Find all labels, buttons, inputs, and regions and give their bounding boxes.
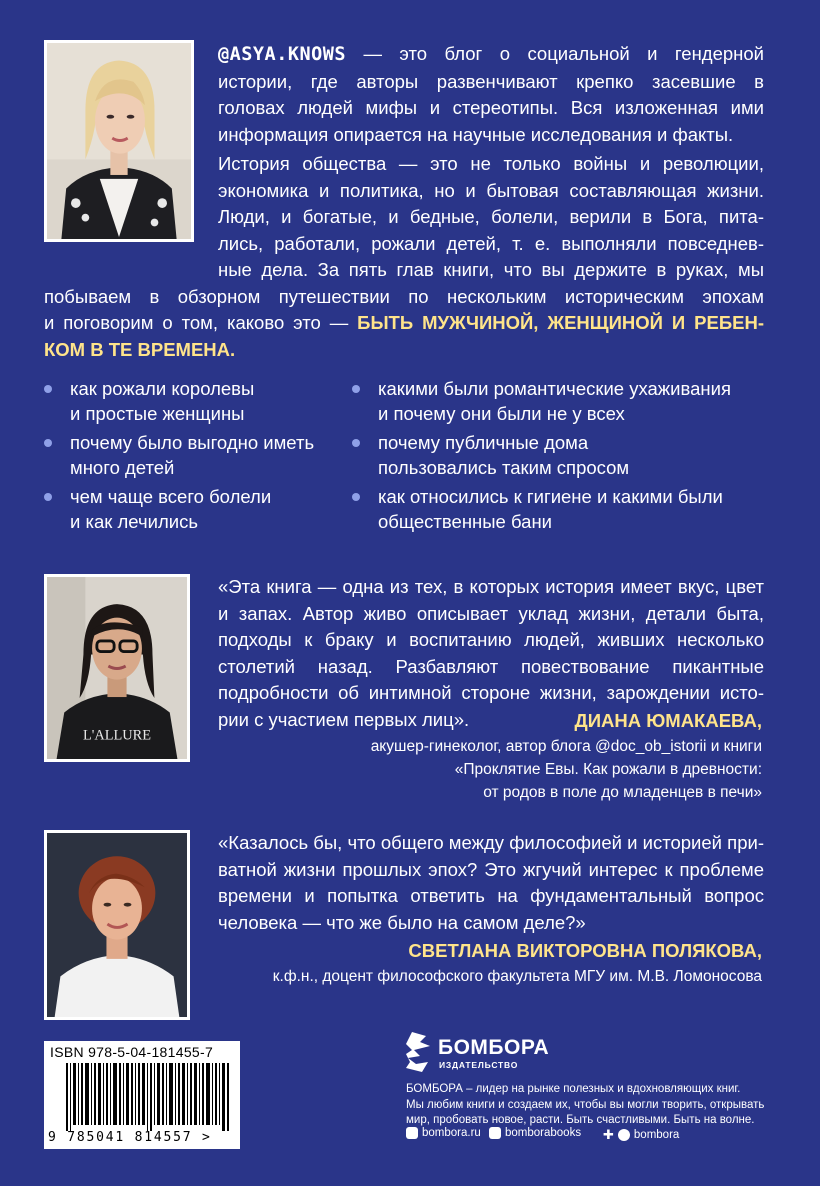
history-paragraph-right (218, 151, 764, 284)
bullet-left-1: как рожали королевы и простые женщины (44, 376, 254, 426)
bullet-right-1: какими были романтические ухаживания и почему они были не у всех (352, 376, 731, 426)
telegram-icon (618, 1129, 630, 1141)
intro-line-4: информация опирается на научные исследования и факты. (218, 123, 734, 145)
reviewer-role-2: к.ф.н., доцент философского факультета МГУ им. М.В. Ломоносова (272, 968, 762, 985)
history-line-3: Люди, и богатые, и бедные, болели, верили в Бога, пита- (218, 206, 764, 227)
history-line-6: побываем в обзорном путешествии по нескольким историческим эпохам (44, 285, 764, 307)
intro-line-1: @ASYA.KNOWS — это блог о социальной и гендерной (218, 43, 764, 65)
barcode-bars (66, 1063, 234, 1131)
intro-line-3: головах людей мифы и стереотипы. Вся изложенная ими (218, 97, 764, 118)
history-line-4: лись, работали, рожали детей, т. е. выполняли повседнев- (218, 232, 764, 254)
shirt-print: L'ALLURE (82, 727, 152, 744)
highlight-phrase-end: КОМ В ТЕ ВРЕМЕНА. (44, 338, 236, 360)
history-paragraph-full (44, 284, 764, 364)
history-line-2: экономика и политика, но и бытовая составляющая жизни. (218, 179, 764, 201)
site-link[interactable]: bombora.ru (406, 1127, 481, 1139)
globe-icon (406, 1127, 418, 1139)
isbn-barcode (44, 1041, 240, 1149)
isbn-number: ISBN 978-5-04-181455-7 (50, 1044, 214, 1060)
review-quote-1: «Эта книга — одна из тех, в которых история имеет вкус, цвет и запах. Автор живо описывает уклад жизни, детали быта, подходы к браку и воспитанию людей, живших несколько столетий назад. Разбавляют повествование пикантные подробности об интимной стороне жизни, зарождении исто- рии с участием первых лиц». (218, 576, 764, 730)
reviewer-role-1: акушер-гинеколог, автор блога @doc_ob_istorii и книги «Проклятие Евы. Как рожали в древности: от родов в поле до младенцев в печи» (370, 738, 762, 801)
reviewer-name-1: ДИАНА ЮМАКАЕВА, (574, 710, 762, 731)
intro-line-2: истории, где авторы развенчивают крепко засевшие в (218, 70, 764, 92)
history-line-7: и поговорим о том, каково это — БЫТЬ МУЖЧИНОЙ, ЖЕНЩИНОЙ И РЕБЕН- (44, 312, 764, 333)
review-quote-2: «Казалось бы, что общего между философией и историей при- ватной жизни прошлых эпох? Это жгучий интерес к проблеме времени и попытка ответить на фундаментальный вопрос человека — что же было на самом деле?» (218, 832, 764, 933)
publisher-subtitle: ИЗДАТЕЛЬСТВО (439, 1060, 519, 1070)
bullet-right-3: как относились к гигиене и какими были общественные бани (352, 484, 723, 534)
publisher-name: БОМБОРА (438, 1036, 550, 1059)
social-link[interactable]: ✚ bombora (603, 1127, 680, 1142)
bullet-right-2: почему публичные дома пользовались таким спросом (352, 430, 629, 480)
bombora-logo-icon (406, 1032, 434, 1072)
bullet-left-2: почему было выгодно иметь много детей (44, 430, 314, 480)
highlight-phrase: БЫТЬ МУЖЧИНОЙ, ЖЕНЩИНОЙ И РЕБЕН- (357, 312, 764, 333)
author-photo-asya (44, 40, 194, 242)
history-line-5: ные дела. За пять глав книги, что вы держите в руках, мы (218, 259, 764, 280)
publisher-description: БОМБОРА – лидер на рынке полезных и вдохновляющих книг. Мы любим книги и создаем их, чтобы вы могли творить, открывать мир, пробовать новое, расти. Быть счастливыми. Быть на волне. (406, 1083, 765, 1126)
bullet-left-3: чем чаще всего болели и как лечились (44, 484, 271, 534)
reviewer-photo-diana (44, 574, 190, 762)
plus-icon: ✚ (603, 1127, 614, 1142)
blog-handle: @ASYA.KNOWS (218, 44, 347, 65)
intro-paragraph (218, 41, 764, 148)
reviewer-name-2: СВЕТЛАНА ВИКТОРОВНА ПОЛЯКОВА, (408, 940, 762, 961)
vk-icon (489, 1127, 501, 1139)
history-line-1: История общества — это не только войны и революции, (218, 153, 764, 174)
barcode-digits: 9 785041 814557 > (48, 1130, 212, 1145)
vk-link[interactable]: bomborabooks (489, 1127, 581, 1139)
publisher-logo (406, 1032, 550, 1076)
reviewer-photo-svetlana (44, 830, 190, 1020)
